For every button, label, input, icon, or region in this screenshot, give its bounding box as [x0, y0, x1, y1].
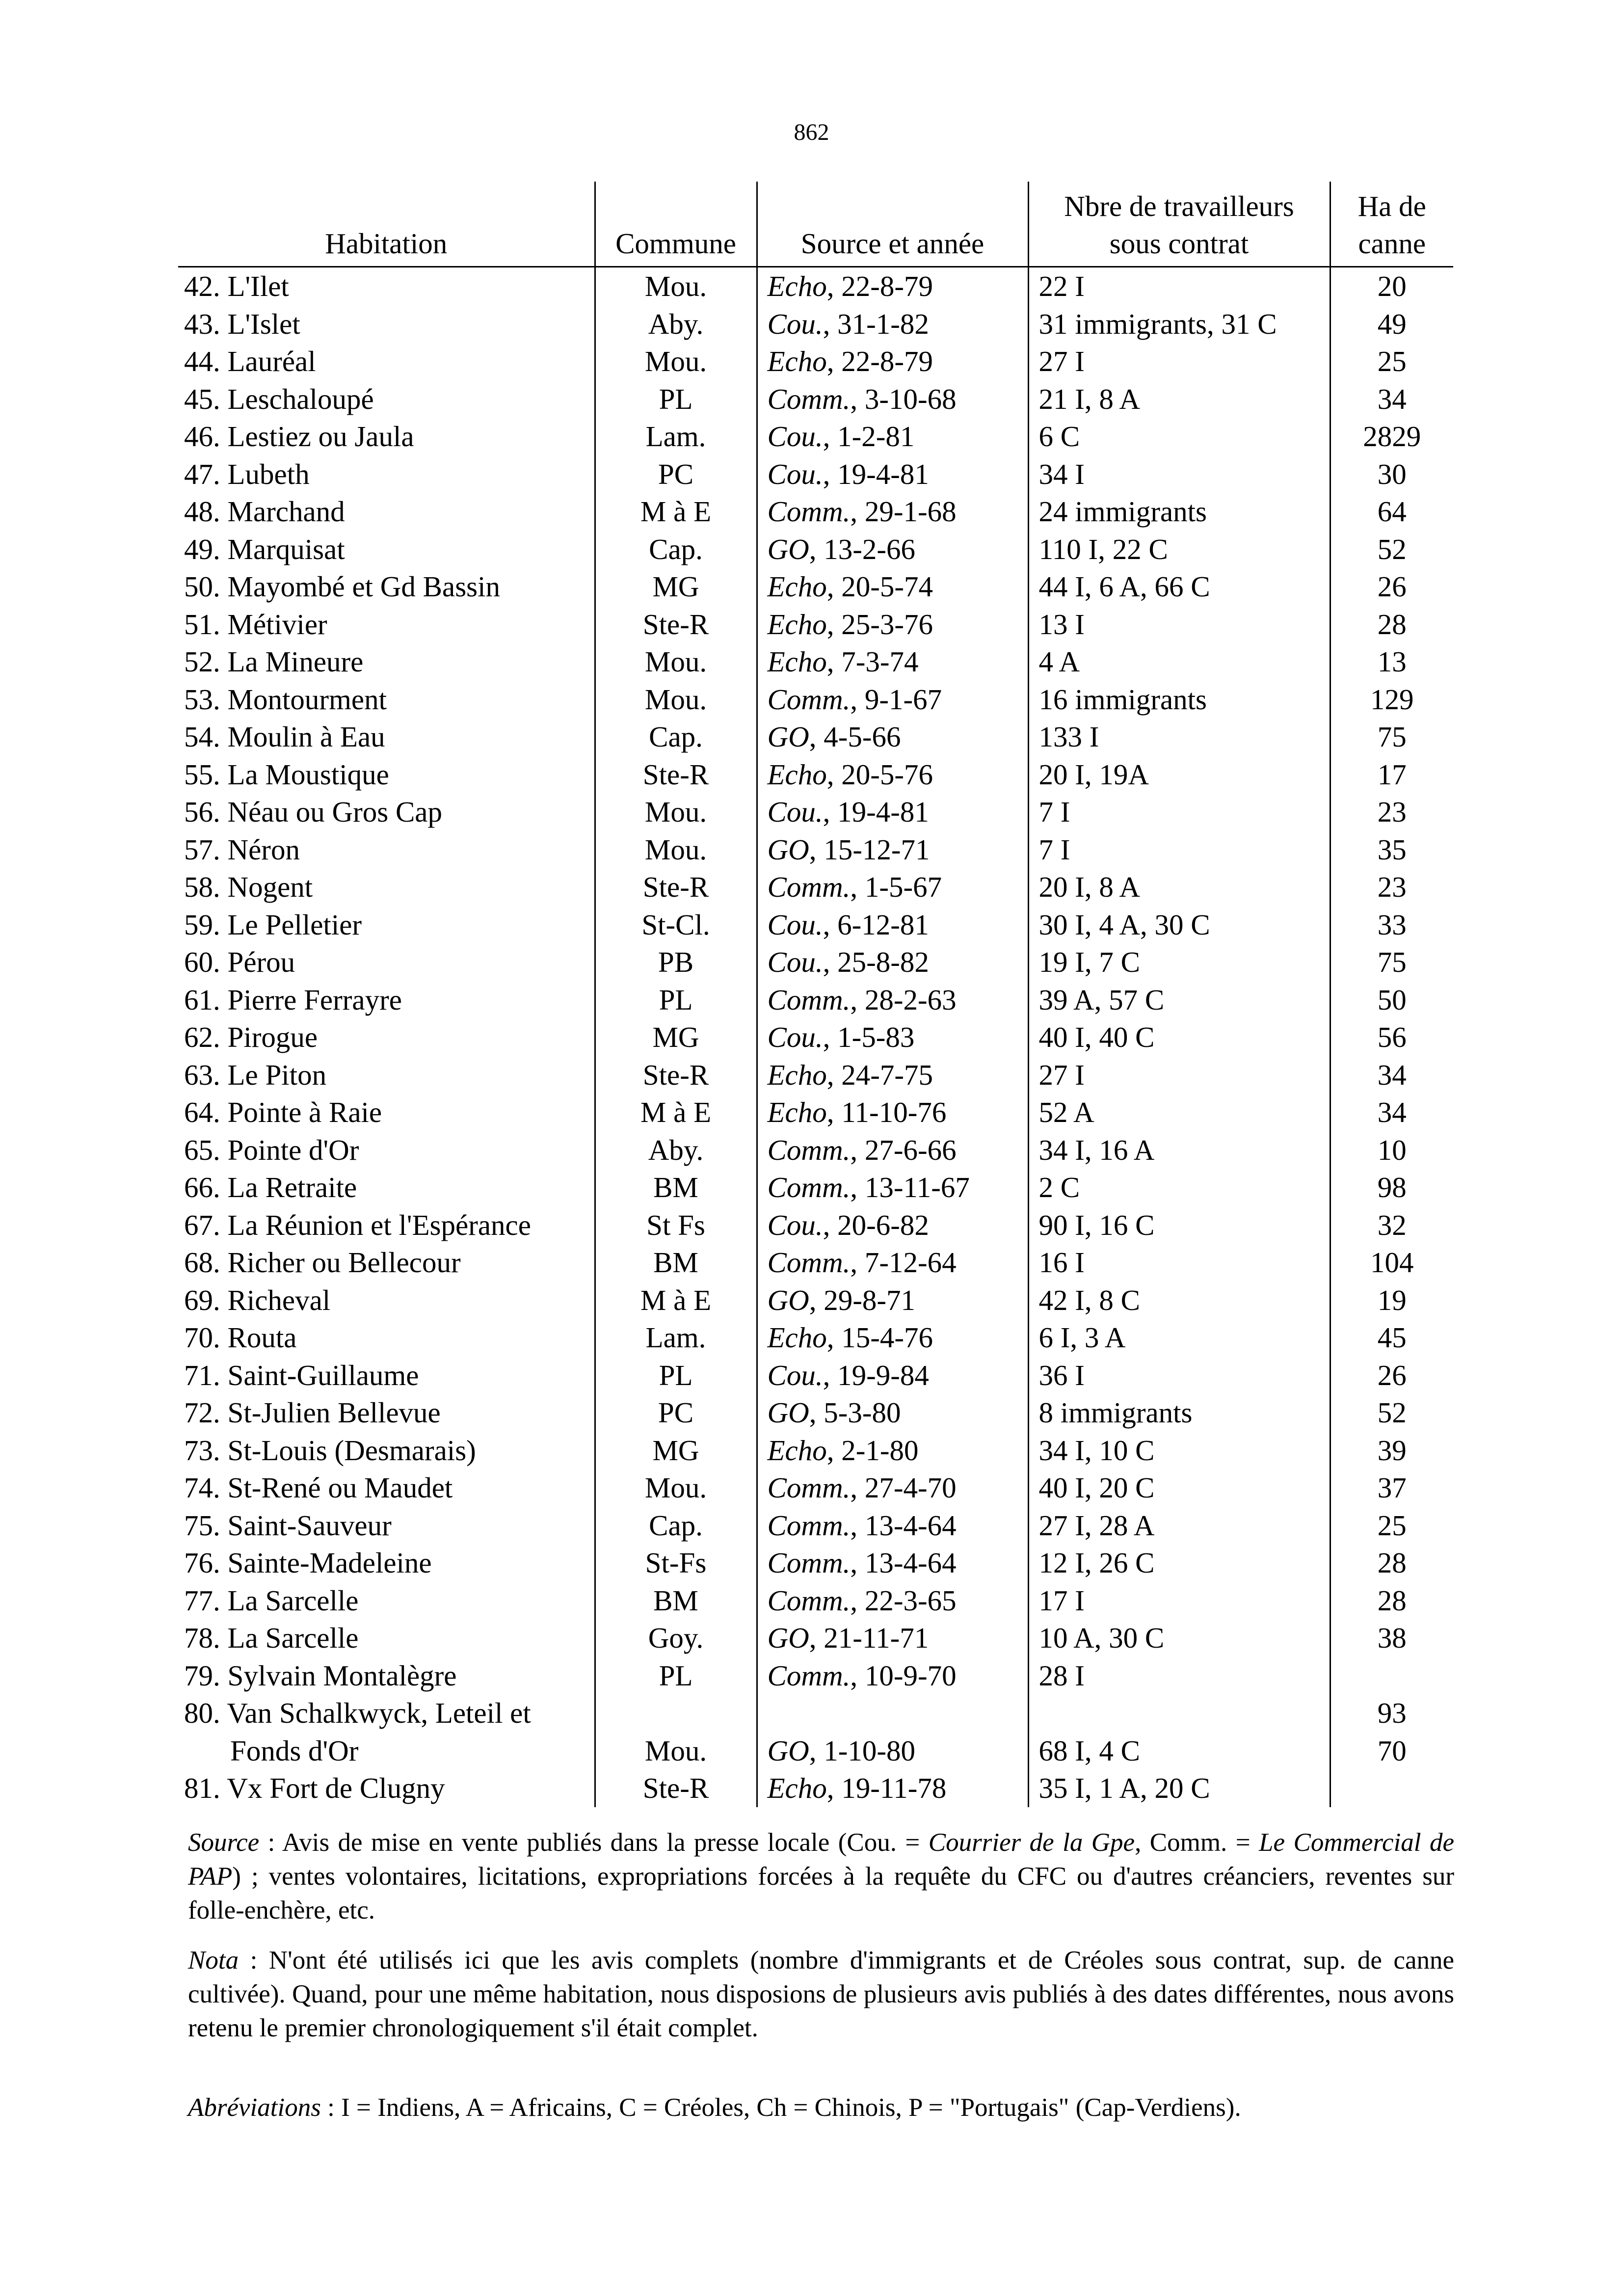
table-row — [178, 606, 1453, 643]
cell-workers: 110 I, 22 C — [1028, 531, 1330, 568]
table-row — [178, 643, 1453, 681]
cell-source: GO, 1-10-80 — [757, 1732, 1028, 1770]
cell-habitation: 69. Richeval — [184, 1283, 331, 1316]
cell-ha-canne — [1330, 1769, 1453, 1807]
table-row — [178, 1319, 1453, 1357]
cell-habitation: 66. La Retraite — [184, 1171, 357, 1203]
table-row — [178, 868, 1453, 906]
cell-ha-canne: 37 — [1330, 1469, 1453, 1507]
cell-source — [757, 1694, 1028, 1732]
cell-commune: PB — [595, 943, 757, 981]
cell-ha-canne: 2829 — [1330, 418, 1453, 455]
cell-source: Comm., 27-4-70 — [757, 1469, 1028, 1507]
cell-source: GO, 4-5-66 — [757, 718, 1028, 756]
cell-habitation: 74. St-René ou Maudet — [184, 1471, 453, 1504]
cell-habitation: 78. La Sarcelle — [184, 1622, 359, 1654]
table-body — [178, 267, 1453, 1807]
table-row — [178, 1507, 1453, 1545]
cell-ha-canne: 34 — [1330, 1056, 1453, 1094]
habitations-table — [178, 182, 1453, 1807]
table-row — [178, 267, 1453, 305]
table-row — [178, 1732, 1453, 1770]
cell-workers: 20 I, 19A — [1028, 756, 1330, 794]
cell-source: Echo, 15-4-76 — [757, 1319, 1028, 1357]
note-abbreviations-label: Abréviations — [188, 2093, 321, 2122]
cell-ha-canne: 23 — [1330, 868, 1453, 906]
cell-commune: St-Cl. — [595, 906, 757, 944]
table-row — [178, 568, 1453, 606]
cell-workers: 40 I, 40 C — [1028, 1018, 1330, 1056]
table-row — [178, 1244, 1453, 1281]
cell-commune: Cap. — [595, 718, 757, 756]
cell-habitation: 52. La Mineure — [184, 645, 364, 678]
cell-workers: 27 I — [1028, 1056, 1330, 1094]
cell-workers: 10 A, 30 C — [1028, 1619, 1330, 1657]
cell-source: Echo, 22-8-79 — [757, 267, 1028, 305]
cell-commune: Mou. — [595, 1732, 757, 1770]
cell-habitation: 73. St-Louis (Desmarais) — [184, 1434, 476, 1467]
cell-commune: St Fs — [595, 1206, 757, 1244]
header-source: Source et année — [757, 182, 1028, 267]
cell-source: Comm., 28-2-63 — [757, 981, 1028, 1019]
cell-workers: 34 I, 10 C — [1028, 1432, 1330, 1469]
table-row — [178, 1769, 1453, 1807]
cell-ha-canne: 49 — [1330, 305, 1453, 343]
table-row — [178, 831, 1453, 869]
cell-commune: M à E — [595, 493, 757, 531]
cell-habitation: 75. Saint-Sauveur — [184, 1509, 392, 1542]
cell-ha-canne: 70 — [1330, 1732, 1453, 1770]
cell-workers: 35 I, 1 A, 20 C — [1028, 1769, 1330, 1807]
header-ha-canne: Ha de canne — [1330, 182, 1453, 267]
cell-habitation: 72. St-Julien Bellevue — [184, 1396, 441, 1429]
cell-ha-canne: 75 — [1330, 943, 1453, 981]
table-row — [178, 343, 1453, 380]
header-habitation: Habitation — [178, 182, 595, 267]
cell-workers: 44 I, 6 A, 66 C — [1028, 568, 1330, 606]
cell-source: Cou., 25-8-82 — [757, 943, 1028, 981]
cell-source: GO, 13-2-66 — [757, 531, 1028, 568]
cell-ha-canne: 129 — [1330, 681, 1453, 719]
cell-habitation: 77. La Sarcelle — [184, 1584, 359, 1617]
cell-ha-canne: 17 — [1330, 756, 1453, 794]
cell-workers: 133 I — [1028, 718, 1330, 756]
cell-workers: 90 I, 16 C — [1028, 1206, 1330, 1244]
cell-source: GO, 29-8-71 — [757, 1281, 1028, 1319]
cell-commune: Mou. — [595, 1469, 757, 1507]
cell-habitation: 62. Pirogue — [184, 1021, 318, 1053]
cell-commune: BM — [595, 1169, 757, 1206]
table-row — [178, 1094, 1453, 1131]
cell-workers: 24 immigrants — [1028, 493, 1330, 531]
cell-ha-canne: 32 — [1330, 1206, 1453, 1244]
cell-commune: Aby. — [595, 305, 757, 343]
cell-ha-canne: 35 — [1330, 831, 1453, 869]
table-row — [178, 1694, 1453, 1732]
table-row — [178, 1206, 1453, 1244]
cell-ha-canne: 75 — [1330, 718, 1453, 756]
table-row — [178, 756, 1453, 794]
table-row — [178, 493, 1453, 531]
cell-ha-canne: 93 — [1330, 1694, 1453, 1732]
table-row — [178, 718, 1453, 756]
cell-workers — [1028, 1694, 1330, 1732]
cell-habitation: 67. La Réunion et l'Espérance — [184, 1208, 531, 1241]
cell-habitation: 54. Moulin à Eau — [184, 721, 385, 753]
table-row — [178, 455, 1453, 493]
table-row — [178, 1544, 1453, 1582]
cell-workers: 22 I — [1028, 267, 1330, 305]
cell-habitation: 80. Van Schalkwyck, Leteil et — [184, 1697, 531, 1729]
cell-source: Echo, 11-10-76 — [757, 1094, 1028, 1131]
cell-commune: PL — [595, 981, 757, 1019]
cell-habitation: 50. Mayombé et Gd Bassin — [184, 570, 501, 603]
note-source-label: Source — [188, 1828, 260, 1857]
cell-workers: 40 I, 20 C — [1028, 1469, 1330, 1507]
cell-source: Comm., 3-10-68 — [757, 380, 1028, 418]
cell-habitation: 53. Montourment — [184, 683, 387, 716]
cell-ha-canne: 38 — [1330, 1619, 1453, 1657]
cell-commune: MG — [595, 568, 757, 606]
cell-habitation: 58. Nogent — [184, 871, 313, 903]
cell-workers: 31 immigrants, 31 C — [1028, 305, 1330, 343]
cell-source: Echo, 20-5-74 — [757, 568, 1028, 606]
cell-commune: Ste-R — [595, 606, 757, 643]
cell-commune: Cap. — [595, 531, 757, 568]
cell-commune: Lam. — [595, 1319, 757, 1357]
cell-ha-canne: 28 — [1330, 606, 1453, 643]
cell-ha-canne: 28 — [1330, 1544, 1453, 1582]
cell-habitation: 64. Pointe à Raie — [184, 1096, 382, 1128]
cell-workers: 30 I, 4 A, 30 C — [1028, 906, 1330, 944]
cell-source: Echo, 25-3-76 — [757, 606, 1028, 643]
cell-commune: Mou. — [595, 267, 757, 305]
cell-workers: 12 I, 26 C — [1028, 1544, 1330, 1582]
cell-commune: Ste-R — [595, 756, 757, 794]
cell-ha-canne: 52 — [1330, 531, 1453, 568]
cell-commune: MG — [595, 1018, 757, 1056]
table-row — [178, 981, 1453, 1019]
cell-source: GO, 21-11-71 — [757, 1619, 1028, 1657]
cell-habitation: 55. La Moustique — [184, 758, 389, 791]
cell-commune: PC — [595, 455, 757, 493]
cell-habitation: 44. Lauréal — [184, 345, 316, 377]
cell-workers: 2 C — [1028, 1169, 1330, 1206]
cell-habitation: 65. Pointe d'Or — [184, 1133, 359, 1166]
cell-commune: BM — [595, 1244, 757, 1281]
table-row — [178, 1619, 1453, 1657]
cell-source: Comm., 29-1-68 — [757, 493, 1028, 531]
cell-source: Comm., 13-4-64 — [757, 1507, 1028, 1545]
cell-source: Comm., 7-12-64 — [757, 1244, 1028, 1281]
cell-commune: PC — [595, 1394, 757, 1432]
table-row — [178, 1056, 1453, 1094]
table-row — [178, 1469, 1453, 1507]
cell-habitation: 45. Leschaloupé — [184, 382, 374, 415]
table-row — [178, 305, 1453, 343]
cell-habitation: 60. Pérou — [184, 946, 295, 978]
cell-workers: 6 C — [1028, 418, 1330, 455]
cell-habitation: 51. Métivier — [184, 608, 327, 641]
cell-habitation: 63. Le Piton — [184, 1058, 327, 1091]
cell-habitation: 46. Lestiez ou Jaula — [184, 420, 414, 453]
table-row — [178, 1394, 1453, 1432]
cell-ha-canne — [1330, 1657, 1453, 1695]
cell-workers: 8 immigrants — [1028, 1394, 1330, 1432]
table-row — [178, 681, 1453, 719]
cell-source: Comm., 13-4-64 — [757, 1544, 1028, 1582]
cell-ha-canne: 34 — [1330, 1094, 1453, 1131]
cell-ha-canne: 98 — [1330, 1169, 1453, 1206]
cell-commune: Mou. — [595, 343, 757, 380]
cell-source: Comm., 13-11-67 — [757, 1169, 1028, 1206]
cell-source: Comm., 9-1-67 — [757, 681, 1028, 719]
cell-commune: Cap. — [595, 1507, 757, 1545]
cell-habitation: Fonds d'Or — [230, 1734, 359, 1767]
cell-commune: Ste-R — [595, 868, 757, 906]
cell-habitation: 43. L'Islet — [184, 307, 300, 340]
cell-workers: 28 I — [1028, 1657, 1330, 1695]
cell-workers: 13 I — [1028, 606, 1330, 643]
cell-habitation: 42. L'Ilet — [184, 270, 289, 302]
cell-habitation: 81. Vx Fort de Clugny — [184, 1772, 445, 1804]
cell-workers: 27 I, 28 A — [1028, 1507, 1330, 1545]
cell-workers: 19 I, 7 C — [1028, 943, 1330, 981]
cell-workers: 7 I — [1028, 793, 1330, 831]
cell-ha-canne: 56 — [1330, 1018, 1453, 1056]
cell-commune: St-Fs — [595, 1544, 757, 1582]
cell-habitation: 79. Sylvain Montalègre — [184, 1659, 457, 1692]
table-row — [178, 418, 1453, 455]
cell-workers: 68 I, 4 C — [1028, 1732, 1330, 1770]
cell-source: Echo, 19-11-78 — [757, 1769, 1028, 1807]
cell-source: Cou., 1-2-81 — [757, 418, 1028, 455]
cell-workers: 34 I — [1028, 455, 1330, 493]
cell-source: Cou., 19-4-81 — [757, 455, 1028, 493]
cell-source: Cou., 1-5-83 — [757, 1018, 1028, 1056]
cell-source: Comm., 27-6-66 — [757, 1131, 1028, 1169]
cell-habitation: 61. Pierre Ferrayre — [184, 983, 402, 1016]
note-nota-label: Nota — [188, 1946, 239, 1975]
table-row — [178, 1018, 1453, 1056]
cell-habitation: 49. Marquisat — [184, 533, 345, 565]
cell-source: Comm., 1-5-67 — [757, 868, 1028, 906]
note-nota: Nota : N'ont été utilisés ici que les avis complets (nombre d'immigrants et de Créoles sous contrat, sup. de canne cultivée). Quand, pour une même habitation, nous disposions de plusieurs avis publiés à des dates différentes, nous avons retenu le premier chronologiquement s'il était complet. — [188, 1946, 1454, 2042]
table-header-row — [178, 182, 1453, 267]
cell-ha-canne: 20 — [1330, 267, 1453, 305]
cell-ha-canne: 104 — [1330, 1244, 1453, 1281]
cell-workers: 39 A, 57 C — [1028, 981, 1330, 1019]
cell-workers: 6 I, 3 A — [1028, 1319, 1330, 1357]
cell-ha-canne: 30 — [1330, 455, 1453, 493]
cell-workers: 52 A — [1028, 1094, 1330, 1131]
cell-ha-canne: 25 — [1330, 343, 1453, 380]
cell-habitation: 68. Richer ou Bellecour — [184, 1246, 461, 1279]
cell-ha-canne: 28 — [1330, 1582, 1453, 1620]
table-row — [178, 906, 1453, 944]
cell-ha-canne: 26 — [1330, 568, 1453, 606]
cell-ha-canne: 10 — [1330, 1131, 1453, 1169]
table-row — [178, 380, 1453, 418]
cell-habitation: 56. Néau ou Gros Cap — [184, 796, 442, 828]
cell-commune: PL — [595, 1657, 757, 1695]
cell-habitation: 57. Néron — [184, 833, 300, 866]
cell-workers: 21 I, 8 A — [1028, 380, 1330, 418]
cell-commune — [595, 1694, 757, 1732]
page-number: 862 — [794, 119, 829, 145]
cell-workers: 42 I, 8 C — [1028, 1281, 1330, 1319]
cell-ha-canne: 64 — [1330, 493, 1453, 531]
cell-source: Comm., 22-3-65 — [757, 1582, 1028, 1620]
cell-ha-canne: 34 — [1330, 380, 1453, 418]
cell-source: Cou., 19-4-81 — [757, 793, 1028, 831]
cell-commune: Lam. — [595, 418, 757, 455]
cell-commune: PL — [595, 380, 757, 418]
cell-ha-canne: 13 — [1330, 643, 1453, 681]
table-row — [178, 1582, 1453, 1620]
cell-ha-canne: 50 — [1330, 981, 1453, 1019]
cell-commune: Mou. — [595, 831, 757, 869]
cell-habitation: 71. Saint-Guillaume — [184, 1359, 419, 1391]
cell-habitation: 70. Routa — [184, 1321, 297, 1354]
cell-workers: 20 I, 8 A — [1028, 868, 1330, 906]
cell-habitation: 48. Marchand — [184, 495, 345, 528]
cell-habitation: 76. Sainte-Madeleine — [184, 1547, 432, 1579]
cell-workers: 27 I — [1028, 343, 1330, 380]
cell-commune: PL — [595, 1357, 757, 1394]
header-workers: Nbre de travailleurs sous contrat — [1028, 182, 1330, 267]
cell-workers: 7 I — [1028, 831, 1330, 869]
cell-source: Cou., 20-6-82 — [757, 1206, 1028, 1244]
cell-source: Echo, 7-3-74 — [757, 643, 1028, 681]
cell-workers: 34 I, 16 A — [1028, 1131, 1330, 1169]
cell-ha-canne: 45 — [1330, 1319, 1453, 1357]
table-row — [178, 1357, 1453, 1394]
cell-ha-canne: 33 — [1330, 906, 1453, 944]
cell-source: Cou., 19-9-84 — [757, 1357, 1028, 1394]
cell-source: Echo, 20-5-76 — [757, 756, 1028, 794]
cell-source: GO, 15-12-71 — [757, 831, 1028, 869]
cell-workers: 16 I — [1028, 1244, 1330, 1281]
cell-habitation: 59. Le Pelletier — [184, 908, 362, 941]
cell-source: Echo, 22-8-79 — [757, 343, 1028, 380]
cell-workers: 4 A — [1028, 643, 1330, 681]
table-row — [178, 1169, 1453, 1206]
cell-commune: BM — [595, 1582, 757, 1620]
cell-source: Cou., 6-12-81 — [757, 906, 1028, 944]
cell-commune: Mou. — [595, 793, 757, 831]
table-row — [178, 793, 1453, 831]
cell-commune: Goy. — [595, 1619, 757, 1657]
cell-source: Echo, 2-1-80 — [757, 1432, 1028, 1469]
header-commune: Commune — [595, 182, 757, 267]
cell-ha-canne: 19 — [1330, 1281, 1453, 1319]
cell-source: Cou., 31-1-82 — [757, 305, 1028, 343]
cell-workers: 17 I — [1028, 1582, 1330, 1620]
cell-workers: 16 immigrants — [1028, 681, 1330, 719]
cell-commune: MG — [595, 1432, 757, 1469]
note-source: Source : Avis de mise en vente publiés dans la presse locale (Cou. = Courrier de la Gpe, Comm. = Le Commercial de PAP) ; ventes volontaires, licitations, expropriations forcées à la requête du CFC ou d'autres créanciers, reventes sur folle-enchère, etc. — [188, 1828, 1454, 1924]
cell-commune: M à E — [595, 1281, 757, 1319]
cell-ha-canne: 26 — [1330, 1357, 1453, 1394]
table-row — [178, 1432, 1453, 1469]
cell-source: Echo, 24-7-75 — [757, 1056, 1028, 1094]
note-abbreviations: Abréviations : I = Indiens, A = Africains, C = Créoles, Ch = Chinois, P = "Portugais" (Cap-Verdiens). — [188, 2093, 1241, 2122]
table-row — [178, 943, 1453, 981]
table-row — [178, 1281, 1453, 1319]
cell-habitation: 47. Lubeth — [184, 457, 310, 490]
cell-commune: Mou. — [595, 643, 757, 681]
cell-ha-canne: 25 — [1330, 1507, 1453, 1545]
cell-commune: M à E — [595, 1094, 757, 1131]
cell-source: Comm., 10-9-70 — [757, 1657, 1028, 1695]
cell-ha-canne: 52 — [1330, 1394, 1453, 1432]
table-row — [178, 531, 1453, 568]
table-row — [178, 1657, 1453, 1695]
table-row — [178, 1131, 1453, 1169]
cell-workers: 36 I — [1028, 1357, 1330, 1394]
cell-commune: Ste-R — [595, 1769, 757, 1807]
cell-ha-canne: 39 — [1330, 1432, 1453, 1469]
cell-commune: Ste-R — [595, 1056, 757, 1094]
cell-ha-canne: 23 — [1330, 793, 1453, 831]
cell-commune: Mou. — [595, 681, 757, 719]
cell-source: GO, 5-3-80 — [757, 1394, 1028, 1432]
cell-commune: Aby. — [595, 1131, 757, 1169]
